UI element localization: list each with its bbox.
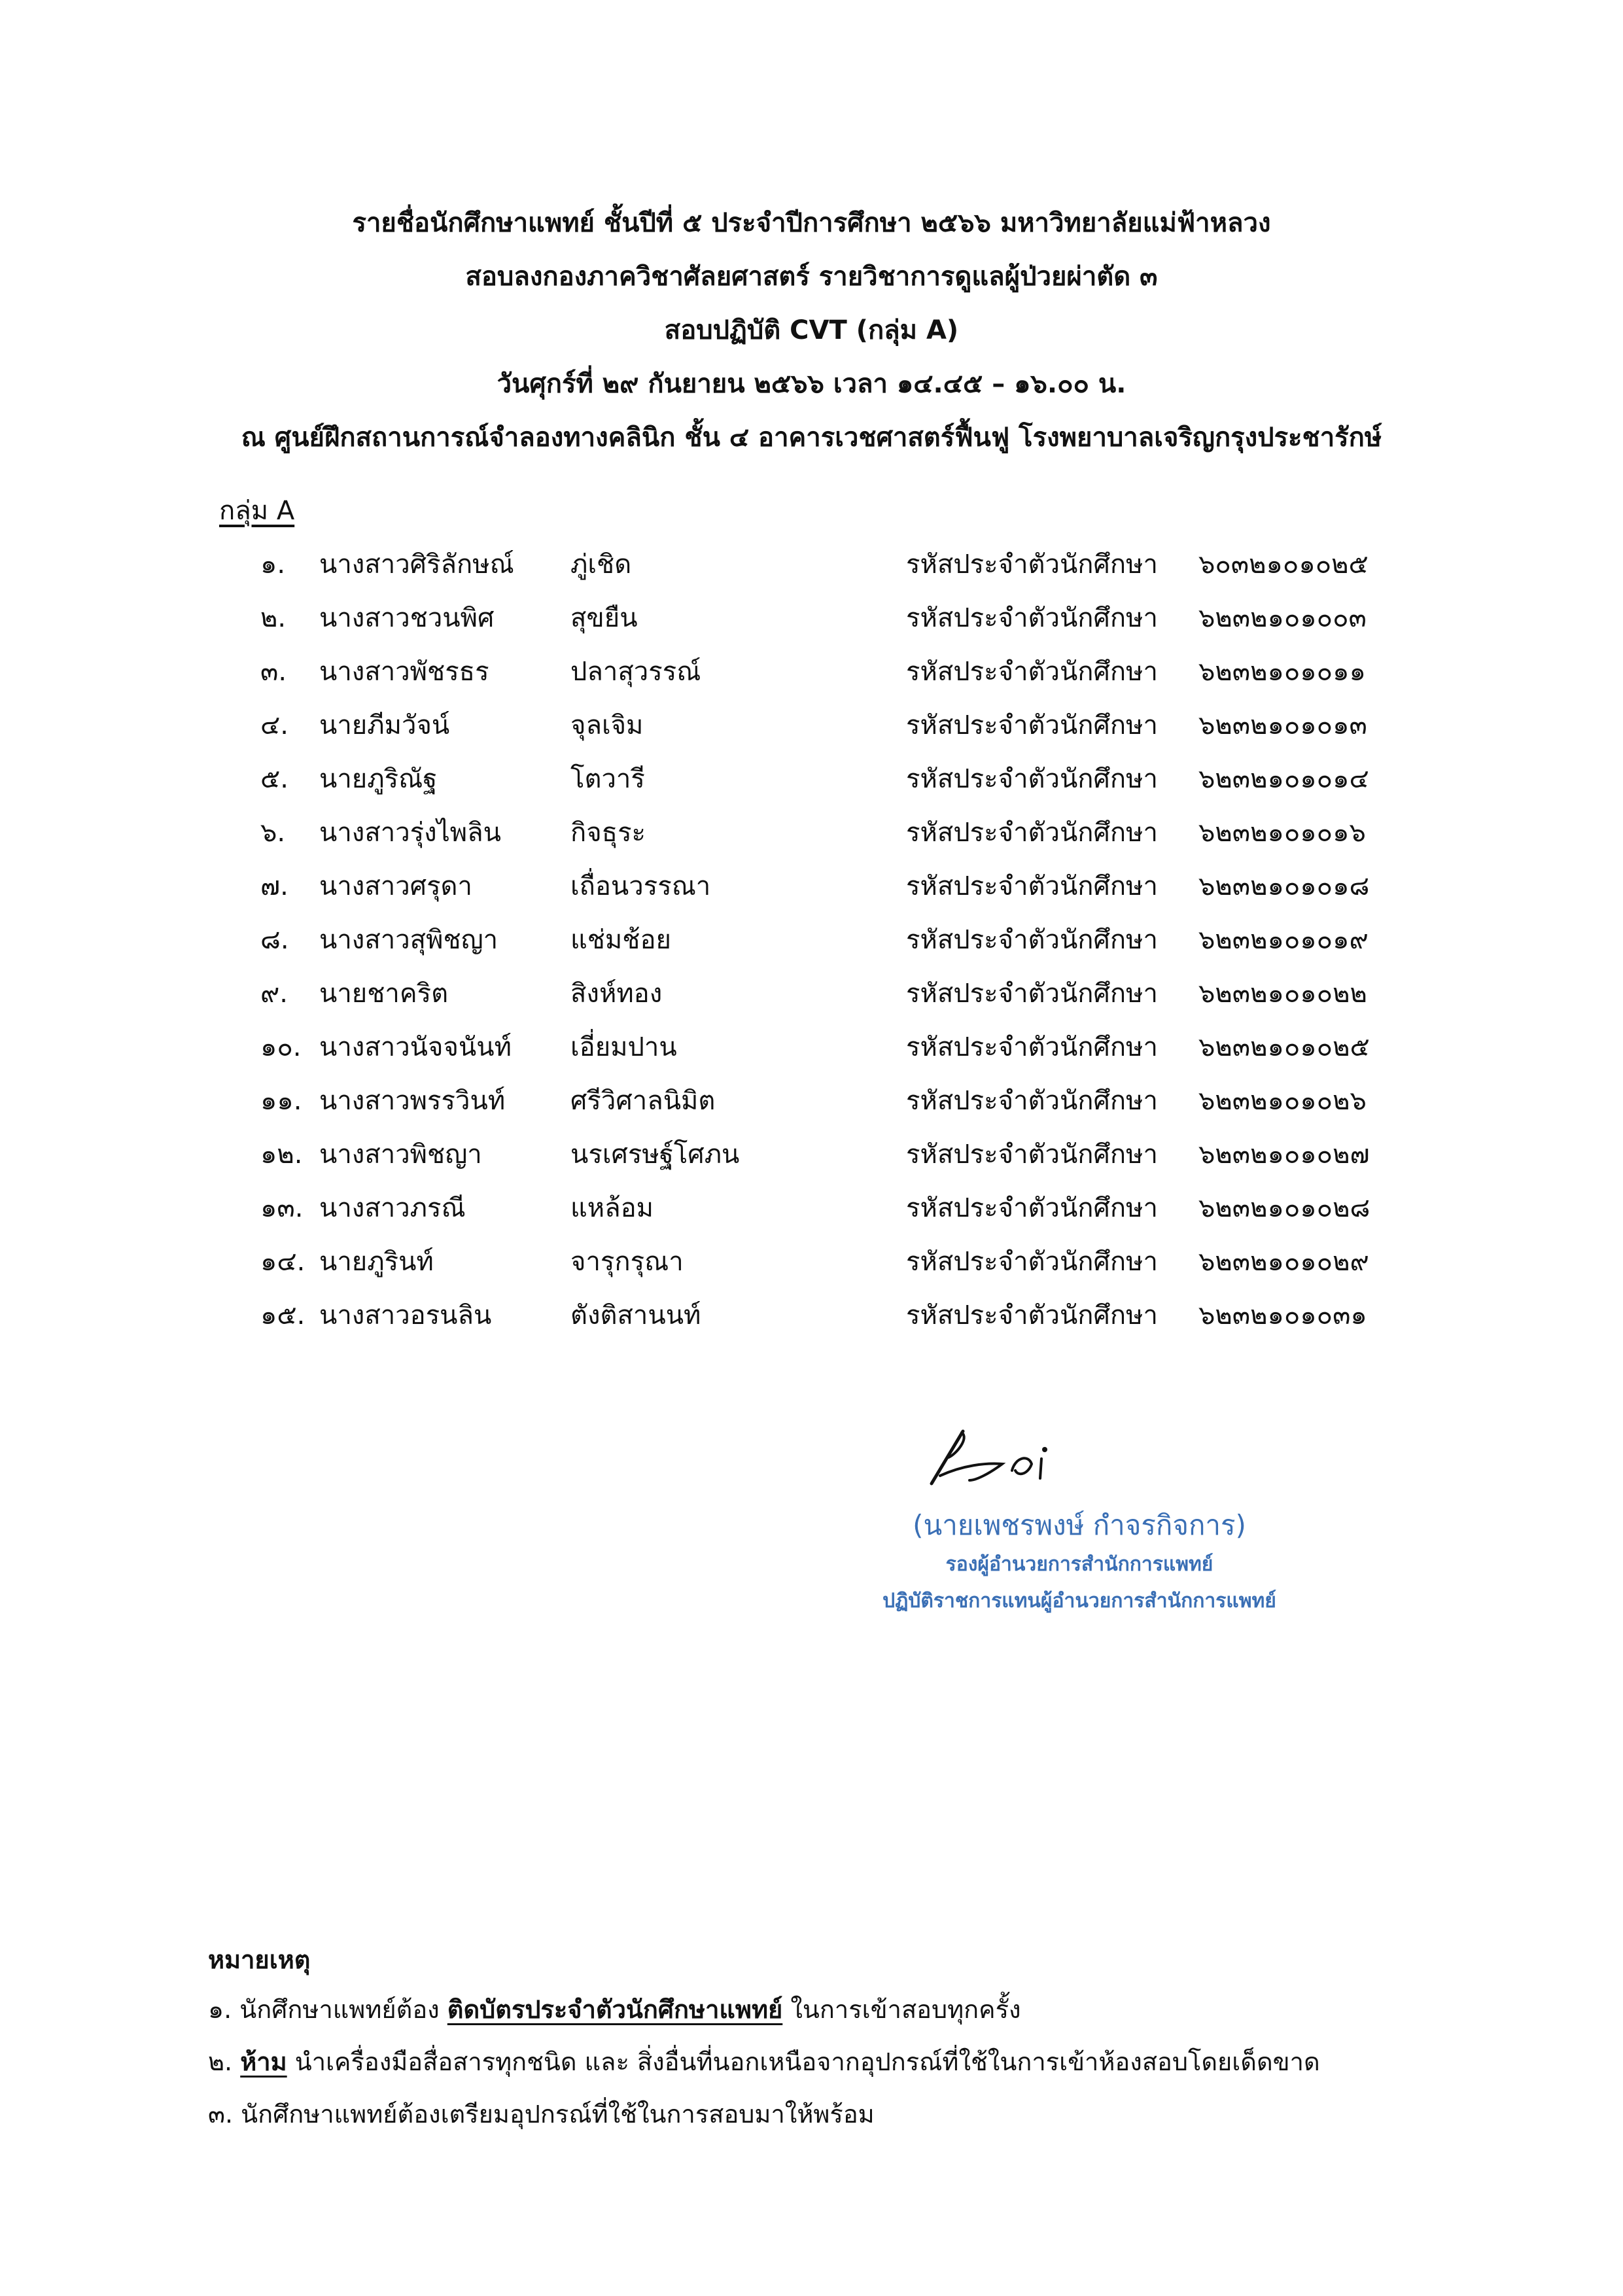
student-last-name: ปลาสุวรรณ์: [570, 657, 701, 687]
student-first-name: นางสาวรุ่งไพลิน: [319, 818, 502, 848]
student-number: ๑๔.: [260, 1247, 305, 1277]
student-first-name: นางสาวนัจจนันท์: [319, 1032, 512, 1062]
student-row: [0, 704, 1623, 757]
student-id: ๖๒๓๒๑๐๑๐๓๑: [1198, 1300, 1367, 1331]
student-id-label: รหัสประจำตัวนักศึกษา: [906, 818, 1158, 848]
student-id-label: รหัสประจำตัวนักศึกษา: [906, 979, 1158, 1009]
student-number: ๑๐.: [260, 1032, 302, 1062]
student-last-name: เอี่ยมปาน: [570, 1032, 677, 1062]
notes-title: หมายเหตุ: [208, 1945, 311, 1974]
student-id: ๖๒๓๒๑๐๑๐๑๘: [1198, 871, 1370, 901]
student-number: ๕.: [260, 764, 288, 794]
student-id-label: รหัสประจำตัวนักศึกษา: [906, 657, 1158, 687]
student-roster: [0, 543, 1623, 1348]
student-id-label: รหัสประจำตัวนักศึกษา: [906, 1032, 1158, 1062]
student-first-name: นางสาวพรรวินท์: [319, 1086, 506, 1116]
student-number: ๘.: [260, 925, 289, 955]
header-line-course: สอบลงกองภาควิชาศัลยศาสตร์ รายวิชาการดูแลผู้ป่วยผ่าตัด ๓: [465, 262, 1158, 292]
student-first-name: นางสาวสุพิชญา: [319, 925, 498, 955]
student-first-name: นางสาวอรนลิน: [319, 1300, 492, 1331]
student-id: ๖๒๓๒๑๐๑๐๑๓: [1198, 710, 1367, 740]
student-first-name: นางสาวภรณี: [319, 1193, 466, 1223]
student-id: ๖๒๓๒๑๐๑๐๑๙: [1198, 925, 1369, 955]
student-number: ๒.: [260, 603, 287, 633]
signatory-block: [720, 1505, 1439, 1620]
student-number: ๙.: [260, 979, 288, 1009]
student-first-name: นายภูริณัฐ: [319, 764, 438, 794]
student-number: ๑๕.: [260, 1300, 305, 1331]
header-line-title: รายชื่อนักศึกษาแพทย์ ชั้นปีที่ ๕ ประจำปีการศึกษา ๒๕๖๖ มหาวิทยาลัยแม่ฟ้าหลวง: [352, 208, 1271, 238]
student-id: ๖๒๓๒๑๐๑๐๑๖: [1198, 818, 1366, 848]
student-row: [0, 1133, 1623, 1187]
student-id-label: รหัสประจำตัวนักศึกษา: [906, 603, 1158, 633]
student-row: [0, 1240, 1623, 1294]
signatory-title-1: รองผู้อำนวยการสำนักการแพทย์: [945, 1553, 1213, 1576]
student-first-name: นายภีมวัจน์: [319, 710, 450, 740]
student-last-name: นรเศรษฐ์โศภน: [570, 1139, 740, 1170]
student-id-label: รหัสประจำตัวนักศึกษา: [906, 1300, 1158, 1331]
student-last-name: จุลเจิม: [570, 710, 644, 740]
student-first-name: นายภูรินท์: [319, 1247, 434, 1277]
student-last-name: ศรีวิศาลนิมิต: [570, 1086, 716, 1116]
student-id-label: รหัสประจำตัวนักศึกษา: [906, 925, 1158, 955]
student-number: ๑๓.: [260, 1193, 304, 1223]
header-line-location: ณ ศูนย์ฝึกสถานการณ์จำลองทางคลินิก ชั้น ๔ อาคารเวชศาสตร์ฟื้นฟู โรงพยาบาลเจริญกรุงประชารักษ์: [241, 423, 1382, 453]
student-last-name: ตังติสานนท์: [570, 1300, 701, 1331]
student-id: ๖๒๓๒๑๐๑๐๒๕: [1198, 1032, 1370, 1062]
notes-section: [208, 1936, 1595, 2140]
student-id: ๖๒๓๒๑๐๑๐๑๑: [1198, 657, 1366, 687]
student-id: ๖๒๓๒๑๐๑๐๑๔: [1198, 764, 1369, 794]
student-row: [0, 1026, 1623, 1079]
student-id-label: รหัสประจำตัวนักศึกษา: [906, 1086, 1158, 1116]
student-last-name: โตวารี: [570, 764, 645, 794]
student-row: [0, 650, 1623, 704]
student-number: ๖.: [260, 818, 286, 848]
note-item: ๒. ห้าม นำเครื่องมือสื่อสารทุกชนิด และ สิ่งอื่นที่นอกเหนือจากอุปกรณ์ที่ใช้ในการเข้าห้องสอบโดยเด็ดขาด: [208, 2047, 1320, 2076]
student-number: ๓.: [260, 657, 287, 687]
student-first-name: นายชาคริต: [319, 979, 449, 1009]
student-id: ๖๒๓๒๑๐๑๐๒๙: [1198, 1247, 1369, 1277]
student-last-name: แหล้อม: [570, 1193, 654, 1223]
student-row: [0, 811, 1623, 865]
group-label: กลุ่ม A: [219, 496, 295, 526]
student-id: ๖๐๓๒๑๐๑๐๒๕: [1198, 549, 1369, 580]
student-number: ๑.: [260, 549, 286, 580]
student-id-label: รหัสประจำตัวนักศึกษา: [906, 1247, 1158, 1277]
student-number: ๔.: [260, 710, 288, 740]
document-header: [0, 196, 1623, 464]
header-line-exam: สอบปฏิบัติ CVT (กลุ่ม A): [664, 315, 959, 345]
signatory-name: (นายเพชรพงษ์ กำจรกิจการ): [913, 1509, 1246, 1541]
student-first-name: นางสาวศรุดา: [319, 871, 472, 901]
student-last-name: เถื่อนวรรณา: [570, 871, 711, 901]
student-number: ๑๑.: [260, 1086, 302, 1116]
student-id-label: รหัสประจำตัวนักศึกษา: [906, 549, 1158, 580]
student-row: [0, 1187, 1623, 1240]
signature-image: [924, 1418, 1068, 1490]
student-last-name: จารุกรุณา: [570, 1247, 684, 1277]
student-id: ๖๒๓๒๑๐๑๐๒๖: [1198, 1086, 1367, 1116]
student-row: [0, 757, 1623, 811]
student-first-name: นางสาวพัชรธร: [319, 657, 489, 687]
header-line-date: วันศุกร์ที่ ๒๙ กันยายน ๒๕๖๖ เวลา ๑๔.๔๕ – ๑๖.๐๐ น.: [497, 369, 1126, 399]
student-row: [0, 1079, 1623, 1133]
student-row: [0, 918, 1623, 972]
student-first-name: นางสาวพิชญา: [319, 1139, 482, 1170]
student-id-label: รหัสประจำตัวนักศึกษา: [906, 710, 1158, 740]
student-id: ๖๒๓๒๑๐๑๐๒๗: [1198, 1139, 1370, 1170]
student-id-label: รหัสประจำตัวนักศึกษา: [906, 871, 1158, 901]
note-item: ๓. นักศึกษาแพทย์ต้องเตรียมอุปกรณ์ที่ใช้ในการสอบมาให้พร้อม: [208, 2100, 875, 2129]
student-row: [0, 597, 1623, 650]
signatory-title-2: ปฏิบัติราชการแทนผู้อำนวยการสำนักการแพทย์: [882, 1590, 1276, 1612]
student-id-label: รหัสประจำตัวนักศึกษา: [906, 1193, 1158, 1223]
student-last-name: สิงห์ทอง: [570, 979, 663, 1009]
student-last-name: สุขยืน: [570, 603, 638, 633]
note-item: ๑. นักศึกษาแพทย์ต้อง ติดบัตรประจำตัวนักศึกษาแพทย์ ในการเข้าสอบทุกครั้ง: [208, 1995, 1021, 2024]
student-row: [0, 865, 1623, 918]
student-first-name: นางสาวศิริลักษณ์: [319, 549, 514, 580]
student-number: ๗.: [260, 871, 288, 901]
student-id: ๖๒๓๒๑๐๑๐๐๓: [1198, 603, 1367, 633]
student-last-name: ภู่เชิด: [570, 549, 632, 580]
student-number: ๑๒.: [260, 1139, 303, 1170]
student-row: [0, 543, 1623, 597]
student-id-label: รหัสประจำตัวนักศึกษา: [906, 764, 1158, 794]
student-row: [0, 1294, 1623, 1348]
student-id: ๖๒๓๒๑๐๑๐๒๘: [1198, 1193, 1370, 1223]
student-id-label: รหัสประจำตัวนักศึกษา: [906, 1139, 1158, 1170]
student-last-name: กิจธุระ: [570, 818, 646, 848]
student-row: [0, 972, 1623, 1026]
student-last-name: แช่มช้อย: [570, 925, 671, 955]
student-id: ๖๒๓๒๑๐๑๐๒๒: [1198, 979, 1367, 1009]
student-first-name: นางสาวชวนพิศ: [319, 603, 495, 633]
